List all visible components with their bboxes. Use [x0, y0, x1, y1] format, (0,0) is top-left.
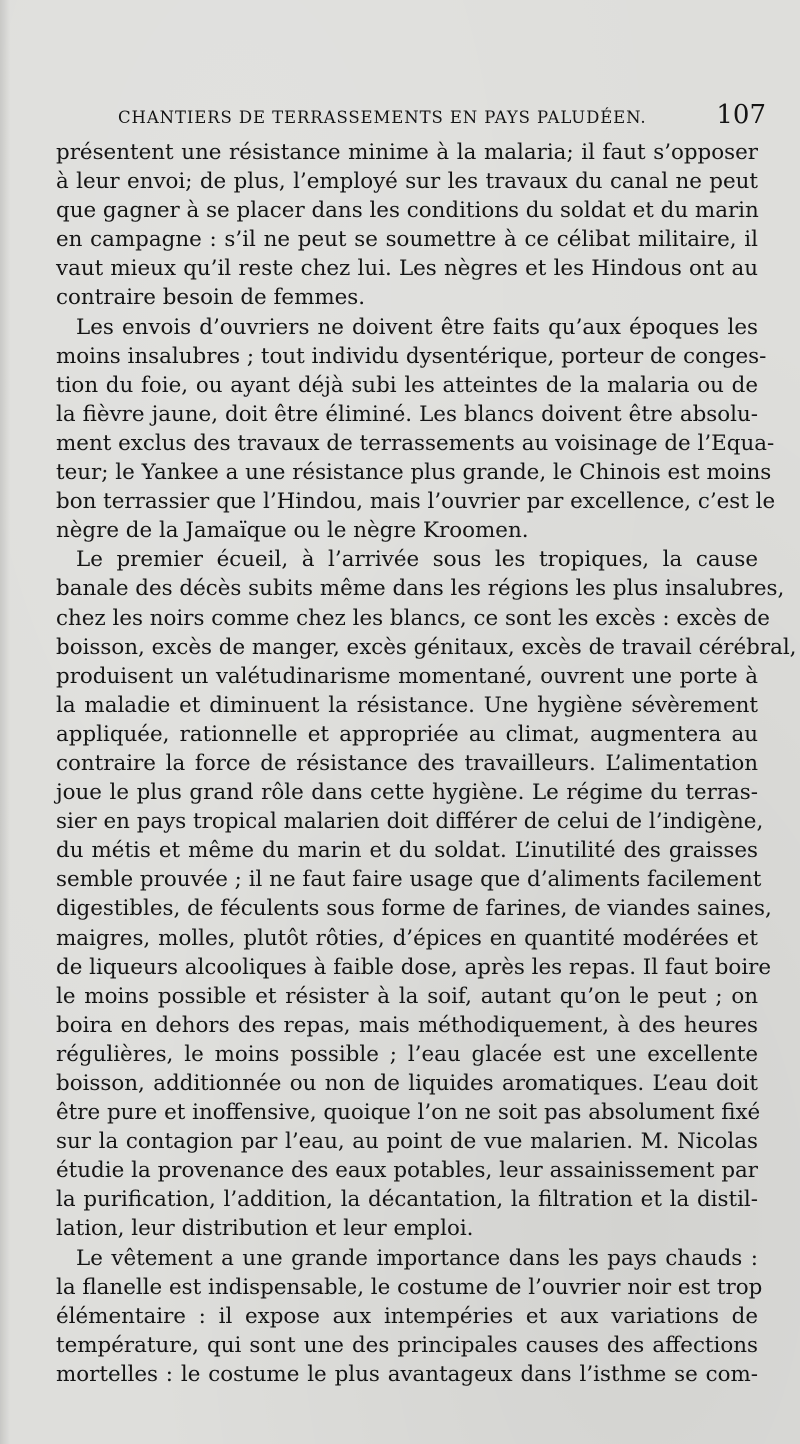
page-number: 107 — [716, 100, 766, 130]
text-line: être pure et inoffensive, quoique l’on ne soit pas absolument fixé — [56, 1100, 761, 1126]
running-head — [60, 100, 766, 136]
text-line: tion du foie, ou ayant déjà subi les atteintes de la malaria ou de — [56, 372, 758, 398]
text-line: boisson, excès de manger, excès génitaux, excès de travail cérébral, — [56, 634, 797, 660]
text-line: banale des décès subits même dans les régions les plus insalubres, — [56, 576, 785, 602]
text-line: chez les noirs comme chez les blancs, ce sont les excès : excès de — [56, 605, 770, 631]
text-line: Le premier écueil, à l’arrivée sous les tropiques, la cause — [76, 547, 758, 573]
text-line: le moins possible et résister à la soif, autant qu’on le peut ; on — [56, 983, 758, 1009]
text-line: à leur envoi; de plus, l’employé sur les travaux du canal ne peut — [56, 169, 758, 195]
text-line: moins insalubres ; tout individu dysentérique, porteur de conges- — [56, 343, 767, 369]
text-line: régulières, le moins possible ; l’eau glacée est une excellente — [56, 1041, 758, 1067]
text-line: digestibles, de féculents sous forme de farines, de viandes saines, — [56, 896, 772, 922]
text-line: du métis et même du marin et du soldat. L’inutilité des graisses — [56, 838, 758, 864]
text-line: élémentaire : il expose aux intempéries et aux variations de — [56, 1303, 758, 1329]
text-line: appliquée, rationnelle et appropriée au climat, augmentera au — [56, 721, 758, 747]
text-line: sier en pays tropical malarien doit différer de celui de l’indigène, — [56, 809, 764, 835]
text-line: la purification, l’addition, la décantation, la filtration et la distil- — [56, 1187, 758, 1213]
text-line: maigres, molles, plutôt rôties, d’épices en quantité modérées et — [56, 925, 758, 951]
text-line: nègre de la Jamaïque ou le nègre Kroomen. — [56, 518, 529, 544]
text-line: teur; le Yankee a une résistance plus grande, le Chinois est moins — [56, 460, 772, 486]
body-text — [56, 138, 797, 1389]
text-line: produisent un valétudinarisme momentané, ouvrent une porte à — [56, 663, 758, 689]
text-line: Le vêtement a une grande importance dans les pays chauds : — [76, 1245, 758, 1271]
text-line: mortelles : le costume le plus avantageux dans l’isthme se com- — [56, 1361, 758, 1387]
text-line: joue le plus grand rôle dans cette hygiène. Le régime du terras- — [56, 780, 758, 806]
running-title: CHANTIERS DE TERRASSEMENTS EN PAYS PALUDÉEN. — [118, 108, 647, 127]
text-line: lation, leur distribution et leur emploi. — [56, 1216, 474, 1242]
text-line: semble prouvée ; il ne faut faire usage que d’aliments facilement — [56, 867, 762, 893]
text-line: présentent une résistance minime à la malaria; il faut s’opposer — [56, 140, 758, 165]
text-line: la flanelle est indispensable, le costume de l’ouvrier noir est trop — [56, 1274, 763, 1300]
text-line: vaut mieux qu’il reste chez lui. Les nègres et les Hindous ont au — [56, 256, 758, 282]
text-line: température, qui sont une des principales causes des affections — [56, 1332, 758, 1358]
text-line: étudie la provenance des eaux potables, leur assainissement par — [56, 1158, 758, 1184]
text-line: sur la contagion par l’eau, au point de vue malarien. M. Nicolas — [56, 1129, 758, 1155]
text-line: la maladie et diminuent la résistance. Une hygiène sévèrement — [56, 692, 758, 718]
text-line: que gagner à se placer dans les conditions du soldat et du marin — [56, 198, 759, 224]
text-line: en campagne : s’il ne peut se soumettre à ce célibat militaire, il — [56, 227, 758, 253]
text-line: contraire la force de résistance des travailleurs. L’alimentation — [56, 750, 758, 776]
text-line: bon terrassier que l’Hindou, mais l’ouvrier par excellence, c’est le — [56, 489, 776, 515]
text-line: de liqueurs alcooliques à faible dose, après les repas. Il faut boire — [56, 954, 772, 980]
text-line: boisson, additionnée ou non de liquides aromatiques. L’eau doit — [56, 1071, 758, 1096]
text-line: Les envois d’ouvriers ne doivent être faits qu’aux époques les — [76, 314, 758, 340]
text-line: la fièvre jaune, doit être éliminé. Les blancs doivent être absolu- — [56, 401, 758, 427]
text-line: ment exclus des travaux de terrassements au voisinage de l’Equa- — [56, 430, 775, 456]
text-line: boira en dehors des repas, mais méthodiquement, à des heures — [56, 1012, 758, 1038]
text-line: contraire besoin de femmes. — [56, 285, 366, 311]
